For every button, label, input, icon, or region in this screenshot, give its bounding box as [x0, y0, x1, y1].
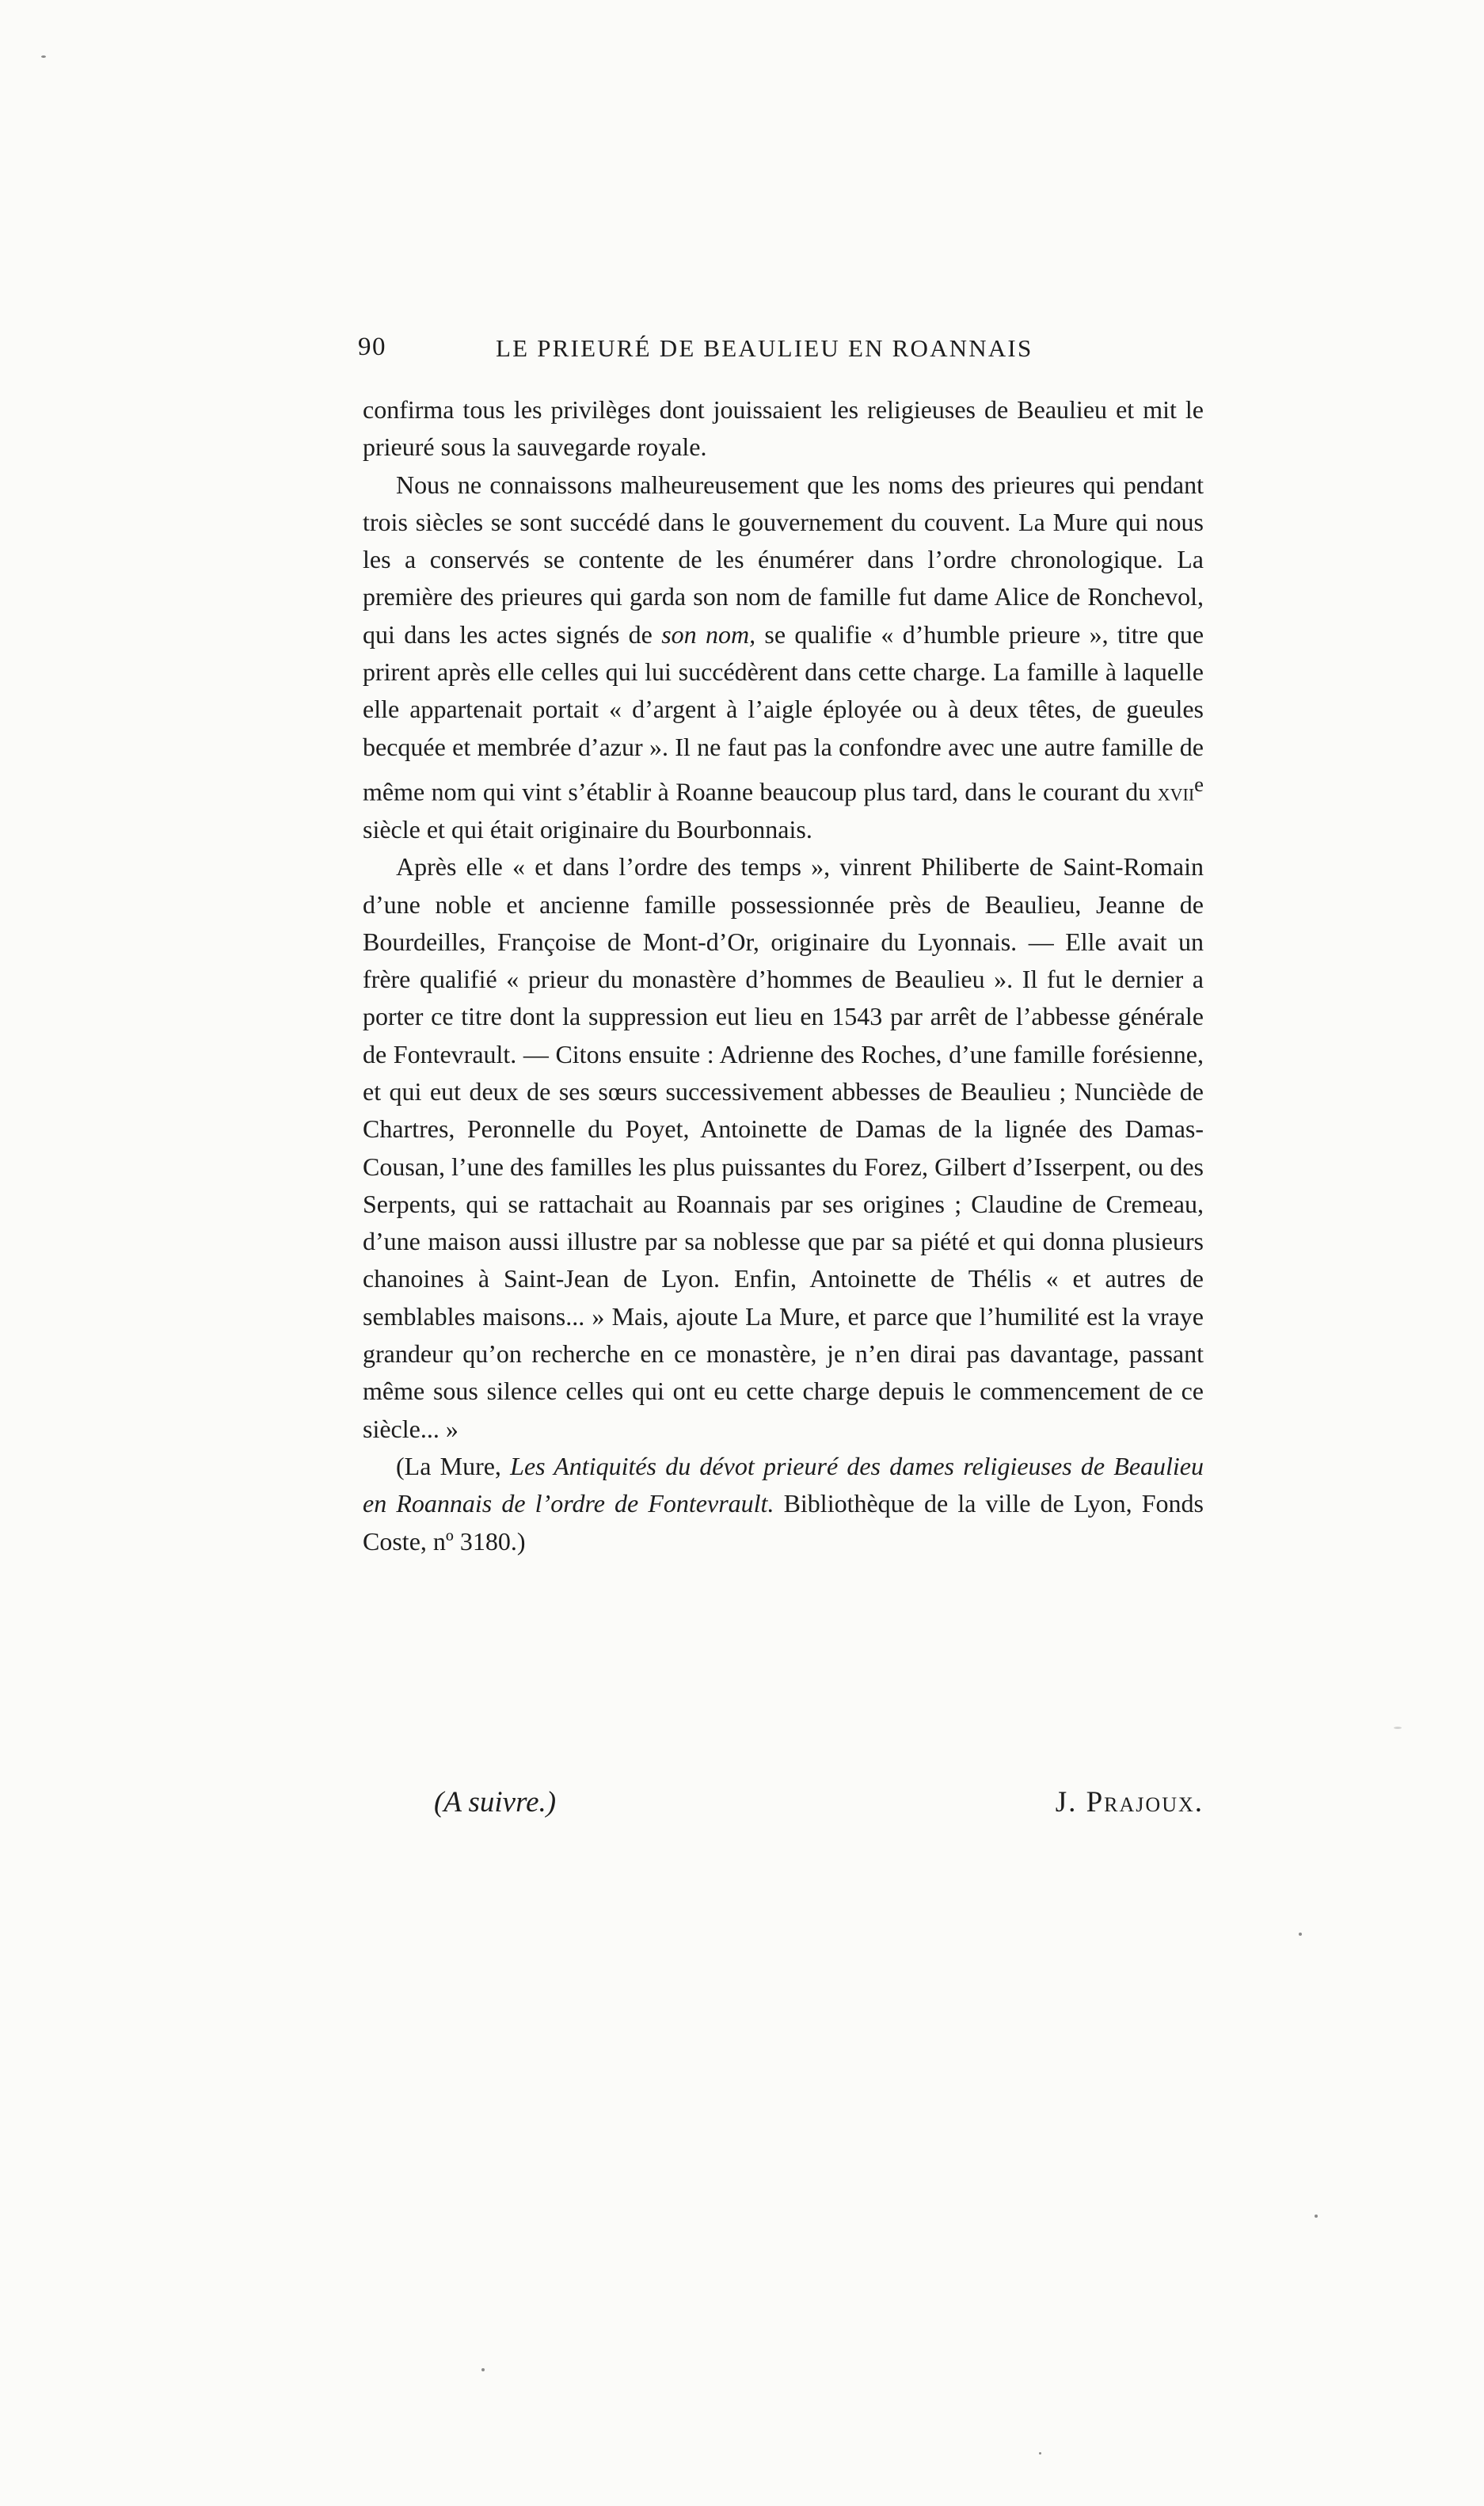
- paper-speck: [41, 55, 46, 58]
- author-signature: J. Prajoux.: [1055, 1786, 1204, 1819]
- paper-speck: [481, 2368, 485, 2371]
- paper-speck: [1299, 1933, 1302, 1936]
- running-title: LE PRIEURÉ DE BEAULIEU EN ROANNAIS: [496, 334, 1033, 362]
- century-superscript: e: [1194, 771, 1204, 796]
- century-numeral: xvii: [1157, 777, 1195, 806]
- paragraph-1: confirma tous les privilèges dont jouissaient les religieuses de Beaulieu et mit le prieuré sous la sauvegarde royale.: [363, 395, 1204, 462]
- citation-work-title: Les Antiquités du dévot prieuré des dames religieuses de Beaulieu en Roannais de l’ordre de Fontevrault.: [363, 1451, 1204, 1518]
- paragraph-3: Après elle « et dans l’ordre des temps », vinrent Philiberte de Saint-Romain d’une noble et ancienne famille possessionnée près de Beaulieu, Jeanne de Bourdeilles, Françoise de Mont-d’Or, originaire du Lyonnais. — Elle avait un frère qualifié « prieur du monastère d’hommes de Beaulieu ». Il fut le dernier a porter ce titre dont la suppression eut lieu en 1543 par arrêt de l’abbesse générale de Fontevrault. — Citons ensuite : Adrienne des Roches, d’une famille forésienne, et qui eut deux de ses sœurs successivement abbesses de Beaulieu ; Nunciède de Chartres, Peronnelle du Poyet, Antoinette de Damas de la lignée des Damas-Cousan, l’une des familles les plus puissantes du Forez, Gilbert d’Isserpent, ou des Serpents, qui se rattachait au Roannais par ses origines ; Claudine de Cremeau, d’une maison aussi illustre par sa noblesse que par sa piété et qui donna plusieurs chanoines à Saint-Jean de Lyon. Enfin, Antoinette de Thélis « et autres de semblables maisons... » Mais, ajoute La Mure, et parce que l’humilité est la vraye grandeur qu’on recherche en ce monastère, je n’en dirai pas davantage, passant même sous silence celles qui ont eu cette charge depuis le commencement de ce siècle... »: [363, 852, 1204, 1443]
- running-head: [358, 333, 1055, 372]
- citation-open: (La Mure,: [396, 1451, 511, 1480]
- citation: [363, 1448, 1204, 1560]
- paragraph-2-part-1: Nous ne connaissons malheureusement que les noms des prieures qui pendant trois siècles se sont succédé dans le gouvernement du couvent. La Mure qui nous les a conservés se contente de les énumérer dans l’ordre chronologique. La première des prieures qui garda son nom de famille fut dame Alice de Ronchevol, qui dans les actes signés de: [363, 470, 1204, 649]
- citation-rest: Bibliothèque de la ville de Lyon, Fonds Coste, nº 3180.): [363, 1489, 1204, 1556]
- paragraph-2: [363, 467, 1204, 849]
- paragraph-2-italic: son nom,: [661, 619, 756, 649]
- closing-line: [363, 1785, 1204, 1830]
- paper-speck: [1394, 1727, 1402, 1729]
- paragraph-2-part-4: siècle et qui était originaire du Bourbonnais.: [363, 814, 812, 844]
- page-number: 90: [358, 333, 386, 361]
- to-be-continued: (A suivre.): [434, 1786, 557, 1819]
- paper-speck: [1315, 2215, 1318, 2218]
- paragraph-2-part-3: se qualifie « d’humble prieure », titre que prirent après elle celles qui lui succédèrent dans cette charge. La famille à laquelle elle appartenait portait « d’argent à l’aigle éployée ou à deux têtes, de gueules becquée et membrée d’azur ». Il ne faut pas la confondre avec une autre famille de même nom qui vint s’établir à Roanne beaucoup plus tard, dans le courant du: [363, 619, 1204, 806]
- paper-speck: [1039, 2452, 1041, 2455]
- body-text: [363, 391, 1204, 1560]
